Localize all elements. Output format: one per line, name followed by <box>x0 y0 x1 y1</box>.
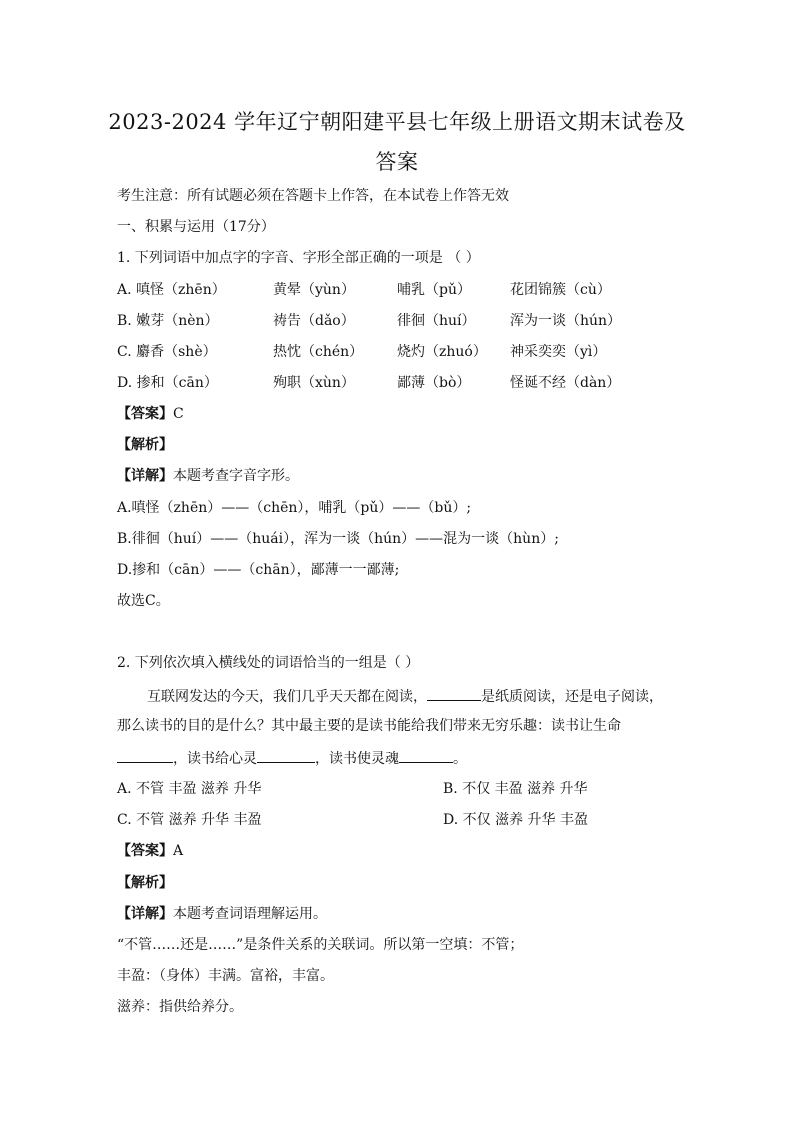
passage-line-1: 互联网发达的今天，我们几乎天天都在阅读， 是纸质阅读，还是电子阅读， <box>147 686 663 706</box>
option-c-word-1: C. 麝香（shè） <box>117 344 217 360</box>
detail-1-line-a: A.嗔怪（zhēn）——（chēn），哺乳（pǔ）——（bǔ）; <box>117 500 472 516</box>
passage-line-3: ，读书给心灵 ，读书使灵魂 。 <box>117 748 467 768</box>
option-d-word-3: 鄙薄（bò） <box>397 375 471 391</box>
q2-option-b: B. 不仅 丰盈 滋养 升华 <box>443 781 588 797</box>
fill-blank-4 <box>399 748 453 763</box>
option-a-word-1: A. 嗔怪（zhēn） <box>117 282 226 298</box>
option-d-word-2: 殉职（xùn） <box>273 375 355 391</box>
detail-1-line-d: D.掺和（cān）——（chān），鄙薄一一鄙薄; <box>117 562 400 578</box>
q2-option-d: D. 不仅 滋养 升华 丰盈 <box>443 812 588 828</box>
detail-2-line-2: 丰盈：（身体）丰满。富裕，丰富。 <box>117 968 334 984</box>
detail-text: 本题考查字音字形。 <box>173 468 299 484</box>
q2-option-c: C. 不管 滋养 升华 丰盈 <box>117 812 262 828</box>
option-b-word-3: 徘徊（huí） <box>397 313 476 329</box>
option-a-word-4: 花团锦簇（cù） <box>510 282 611 298</box>
detail-2-line-1: “不管……还是……”是条件关系的关联词。所以第一空填：不管； <box>117 937 524 953</box>
answer-1 <box>117 405 184 423</box>
document-title: 2023-2024 学年辽宁朝阳建平县七年级上册语文期末试卷及 <box>108 110 686 134</box>
option-c-word-2: 热忱（chén） <box>273 344 364 360</box>
detail-1-line-b: B.徘徊（huí）——（huái），浑为一谈（hún）——混为一谈（hùn）; <box>117 531 559 547</box>
fill-blank-1 <box>427 686 481 701</box>
option-a-word-3: 哺乳（pǔ） <box>397 282 471 298</box>
detail-text: 本题考查词语理解运用。 <box>173 906 327 922</box>
answer-value: A <box>173 843 184 859</box>
answer-2 <box>117 842 183 860</box>
option-c-word-4: 神采奕奕（yì） <box>510 344 607 360</box>
detail-1 <box>117 467 299 485</box>
section-heading: 一、积累与运用（17分） <box>117 219 275 235</box>
detail-2 <box>117 905 327 923</box>
question-1-stem: 1. 下列词语中加点字的字音、字形全部正确的一项是 （ ） <box>117 250 480 266</box>
detail-2-line-3: 滋养：指供给养分。 <box>117 999 243 1015</box>
answer-label: 【答案】 <box>117 406 173 422</box>
detail-label: 【详解】 <box>117 906 173 922</box>
document-title-cont: 答案 <box>375 150 419 174</box>
option-c-word-3: 烧灼（zhuó） <box>397 344 487 360</box>
option-b-word-4: 浑为一谈（hún） <box>510 313 622 329</box>
exam-notice: 考生注意：所有试题必须在答题卡上作答，在本试卷上作答无效 <box>117 188 509 204</box>
detail-label: 【详解】 <box>117 468 173 484</box>
analysis-1-label: 【解析】 <box>117 437 173 453</box>
analysis-2-label: 【解析】 <box>117 875 173 891</box>
fill-blank-2 <box>117 748 173 763</box>
answer-label: 【答案】 <box>117 843 173 859</box>
answer-value: C <box>173 406 184 422</box>
detail-1-conclusion: 故选C。 <box>117 593 170 609</box>
option-b-word-2: 祷告（dǎo） <box>273 313 355 329</box>
fill-blank-3 <box>257 748 315 763</box>
question-2-stem: 2. 下列依次填入横线处的词语恰当的一组是（ ） <box>117 655 420 671</box>
option-b-word-1: B. 嫩芽（nèn） <box>117 313 219 329</box>
option-a-word-2: 黄晕（yùn） <box>273 282 355 298</box>
q2-option-a: A. 不管 丰盈 滋养 升华 <box>117 781 262 797</box>
passage-line-2: 那么读书的目的是什么？其中最主要的是读书能给我们带来无穷乐趣：读书让生命 <box>117 718 621 734</box>
option-d-word-4: 怪诞不经（dàn） <box>510 375 621 391</box>
option-d-word-1: D. 掺和（cān） <box>117 375 218 391</box>
